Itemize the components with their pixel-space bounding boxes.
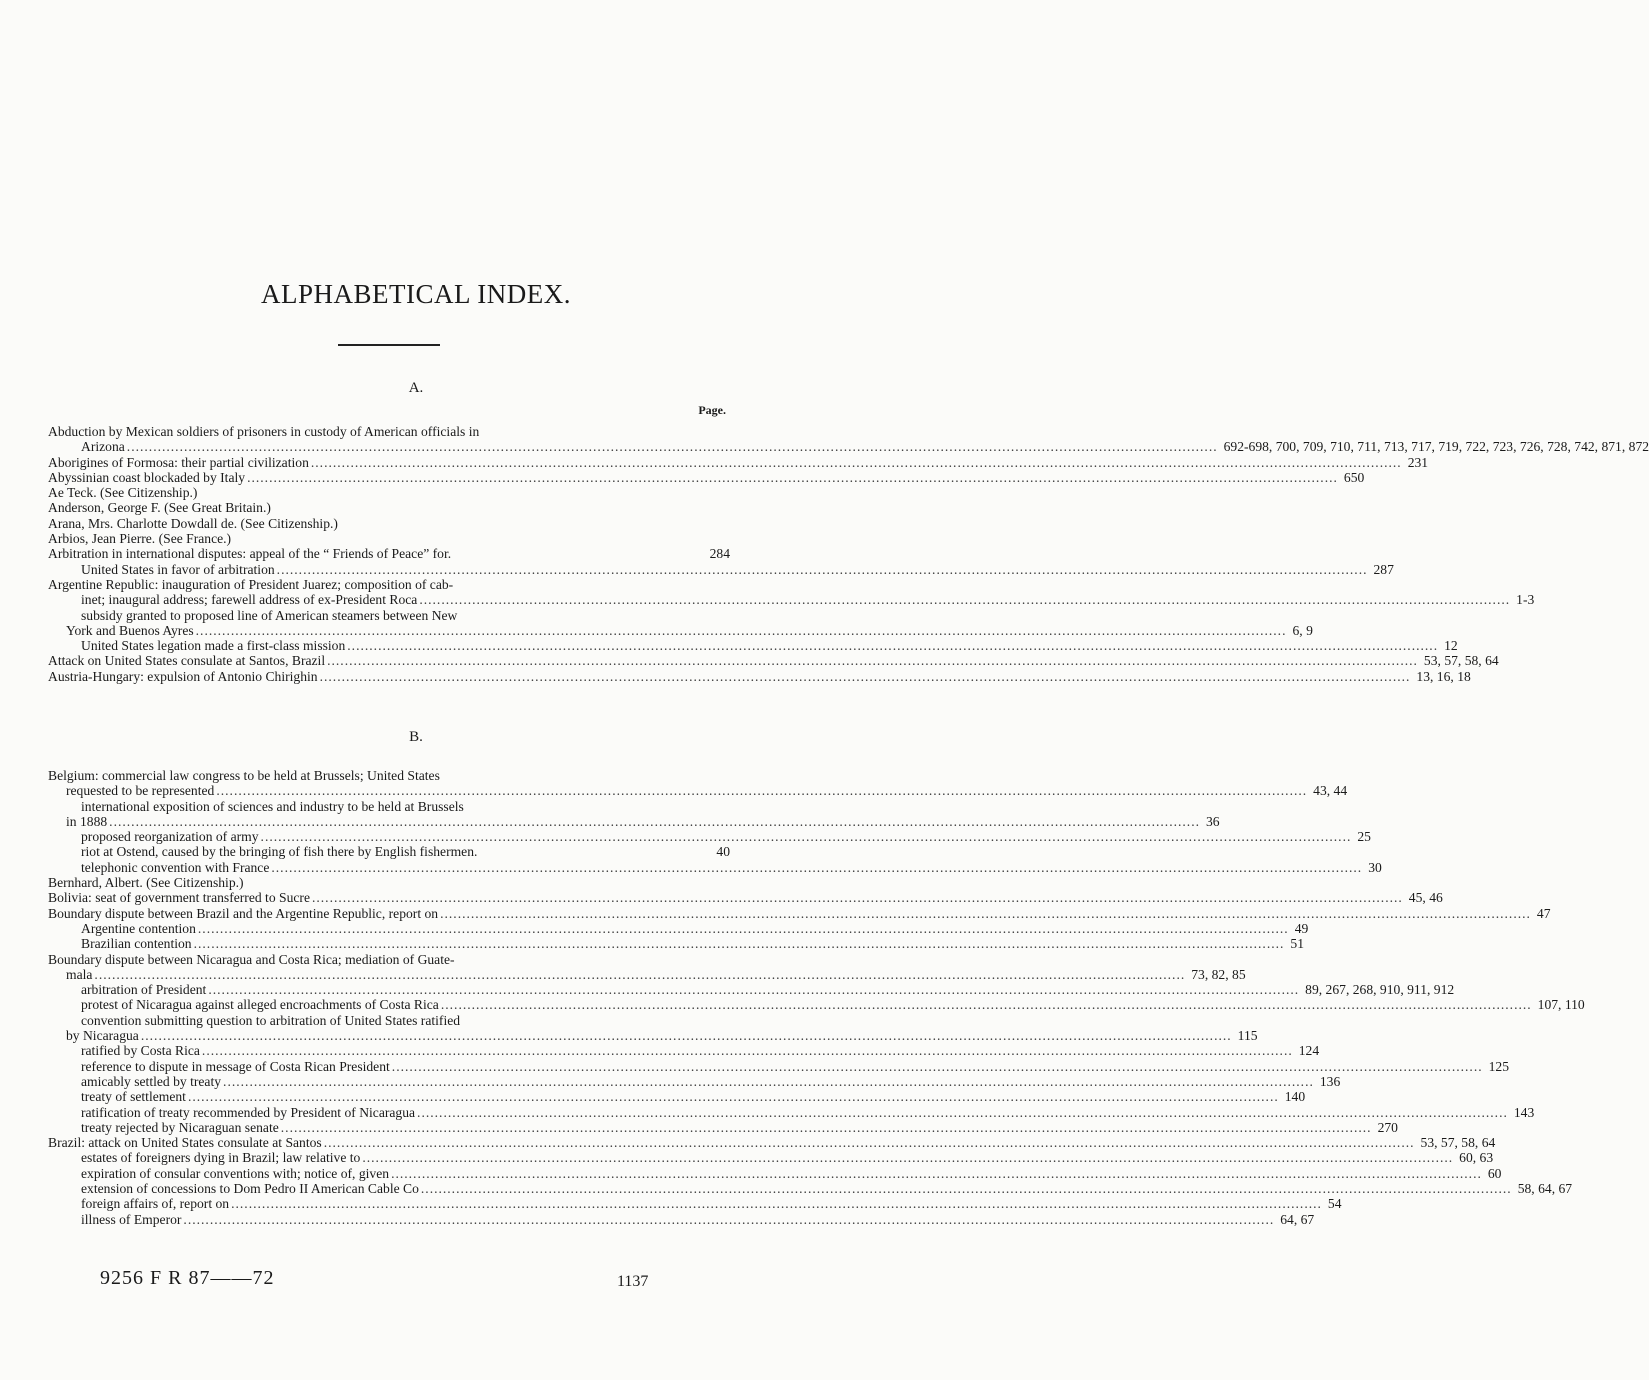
- entry-page-refs: 12: [1444, 638, 1458, 654]
- index-entry: [48, 561, 1394, 577]
- index-entry: [48, 966, 1246, 982]
- entry-page-refs: 13, 16, 18: [1416, 668, 1471, 684]
- entry-page-refs: 143: [1513, 1104, 1535, 1120]
- entry-page-refs: 1-3: [1516, 592, 1535, 608]
- entry-text: extension of concessions to Dom Pedro II American Cable Co: [81, 1181, 419, 1197]
- entry-text: Argentine contention: [81, 920, 196, 936]
- section-a-heading: A.: [408, 380, 424, 396]
- entry-text: estates of foreigners dying in Brazil; law relative to: [81, 1150, 361, 1166]
- entry-text: Arbitration in international disputes: appeal of the “ Friends of Peace” for.: [48, 546, 452, 562]
- index-entry: [48, 516, 730, 531]
- entry-text: Abduction by Mexican soldiers of prisoners in custody of American officials in: [48, 424, 480, 439]
- index-entry: [48, 982, 1455, 998]
- index-entry: [48, 1104, 1535, 1120]
- entry-text: by Nicaragua: [66, 1028, 139, 1044]
- entry-page-refs: 107, 110: [1537, 997, 1585, 1013]
- entry-text: Abyssinian coast blockaded by Italy: [48, 469, 246, 485]
- dot-leader: [127, 439, 1218, 454]
- entry-page-refs: 53, 57, 58, 64: [1420, 1135, 1496, 1151]
- entry-page-refs: 284: [709, 546, 730, 562]
- index-entry: [48, 608, 730, 623]
- entry-text: United States legation made a first-class mission: [81, 638, 346, 654]
- dot-leader: [441, 997, 1532, 1012]
- entry-text: Arbios, Jean Pierre. (See France.): [48, 531, 232, 547]
- entry-page-refs: 43, 44: [1313, 783, 1348, 799]
- entry-text: arbitration of President: [81, 982, 207, 998]
- entry-page-refs: 136: [1319, 1073, 1341, 1089]
- index-entry: [48, 653, 1499, 669]
- index-entry: [48, 1043, 1320, 1059]
- dot-leader: [183, 1212, 1274, 1227]
- entry-text: riot at Ostend, caused by the bringing of fish there by English fishermen.: [81, 844, 478, 860]
- entry-text: foreign affairs of, report on: [81, 1196, 230, 1212]
- entry-page-refs: 30: [1368, 859, 1382, 875]
- dot-leader: [392, 1059, 1483, 1074]
- dot-leader: [223, 1074, 1314, 1089]
- index-entry: [48, 424, 730, 439]
- entry-page-refs: 125: [1488, 1058, 1509, 1074]
- dot-leader: [281, 1120, 1372, 1135]
- entry-page-refs: 270: [1377, 1119, 1398, 1135]
- entry-page-refs: 60, 63: [1459, 1150, 1494, 1166]
- entry-text: international exposition of sciences and industry to be held at Brussels: [81, 798, 464, 814]
- entry-text: ratification of treaty recommended by President of Nicaragua: [81, 1104, 416, 1120]
- entry-text: Brazilian contention: [81, 936, 192, 952]
- index-entry: [48, 997, 1585, 1013]
- entry-text: Anderson, George F. (See Great Britain.): [48, 500, 271, 516]
- dot-leader: [347, 638, 1438, 653]
- section-b-entries: [48, 768, 1585, 1227]
- index-entry: [48, 454, 1429, 470]
- page-column-header: Page.: [698, 403, 726, 417]
- dot-leader: [440, 906, 1531, 921]
- dot-leader: [196, 623, 1287, 638]
- index-entry: [48, 668, 1471, 684]
- entry-page-refs: 140: [1284, 1089, 1306, 1105]
- entry-text: convention submitting question to arbitration of United States ratified: [81, 1012, 461, 1028]
- page-number: 1137: [617, 1273, 649, 1290]
- index-entry: [48, 546, 730, 561]
- entry-text: proposed reorganization of army: [81, 829, 259, 845]
- entry-text: reference to dispute in message of Costa Rican President: [81, 1058, 390, 1074]
- entry-text: subsidy granted to proposed line of American steamers between New: [81, 607, 458, 623]
- index-entry: [48, 485, 730, 500]
- entry-page-refs: 89, 267, 268, 910, 911, 912: [1305, 982, 1455, 998]
- entry-text: treaty of settlement: [81, 1089, 186, 1105]
- entry-text: mala: [66, 966, 93, 982]
- entry-text: Arizona: [81, 439, 125, 455]
- index-entry: [48, 439, 1649, 455]
- dot-leader: [216, 783, 1307, 798]
- entry-text: requested to be represented: [66, 783, 215, 799]
- entry-page-refs: 287: [1373, 561, 1394, 577]
- entry-text: in 1888: [66, 813, 108, 829]
- entry-text: York and Buenos Ayres: [66, 622, 194, 638]
- index-entry: [48, 1089, 1306, 1105]
- entry-text: amicably settled by treaty: [81, 1073, 222, 1089]
- entry-text: protest of Nicaragua against alleged encroachments of Costa Rica: [81, 997, 439, 1013]
- dot-leader: [231, 1196, 1322, 1211]
- index-entry: [48, 469, 1365, 485]
- entry-text: Attack on United States consulate at Santos, Brazil: [48, 653, 326, 669]
- dot-leader: [94, 967, 1185, 982]
- dot-leader: [327, 653, 1418, 668]
- index-entry: [48, 936, 1305, 952]
- dot-leader: [277, 562, 1368, 577]
- entry-page-refs: 58, 64, 67: [1517, 1181, 1573, 1197]
- footer-signature: 9256 F R 87——72: [100, 1267, 275, 1289]
- entry-page-refs: 6, 9: [1292, 622, 1313, 638]
- index-entry: [48, 859, 1382, 875]
- dot-leader: [109, 814, 1200, 829]
- entry-text: Aborigines of Formosa: their partial civilization: [48, 454, 309, 470]
- entry-page-refs: 25: [1357, 829, 1371, 845]
- entry-text: Austria-Hungary: expulsion of Antonio Chirighin: [48, 668, 318, 684]
- dot-leader: [247, 470, 1338, 485]
- dot-leader: [391, 1166, 1482, 1181]
- index-entry: [48, 1196, 1342, 1212]
- index-entry: [48, 622, 1313, 638]
- entry-page-refs: 60: [1487, 1165, 1502, 1181]
- dot-leader: [417, 1105, 1508, 1120]
- entry-text: Ae Teck. (See Citizenship.): [48, 485, 198, 501]
- index-entry: [48, 799, 730, 814]
- index-entry: [48, 829, 1371, 845]
- index-entry: [48, 1165, 1502, 1181]
- index-entry: [48, 592, 1535, 608]
- index-entry: [48, 875, 730, 890]
- index-entry: [48, 500, 730, 515]
- dot-leader: [141, 1028, 1232, 1043]
- dot-leader: [362, 1150, 1453, 1165]
- entry-page-refs: 53, 57, 58, 64: [1423, 653, 1499, 669]
- dot-leader: [419, 592, 1510, 607]
- entry-page-refs: 73, 82, 85: [1191, 966, 1246, 982]
- dot-leader: [188, 1089, 1279, 1104]
- index-entry: [48, 577, 730, 592]
- index-entry: [48, 1181, 1573, 1197]
- entry-text: Bernhard, Albert. (See Citizenship.): [48, 875, 244, 891]
- entry-page-refs: 47: [1536, 905, 1551, 921]
- entry-text: Brazil: attack on United States consulate at Santos: [48, 1135, 322, 1151]
- entry-page-refs: 231: [1407, 454, 1429, 470]
- index-entry: [48, 890, 1443, 906]
- index-entry: [48, 1119, 1398, 1135]
- entry-page-refs: 45, 46: [1408, 890, 1443, 906]
- entry-text: Boundary dispute between Brazil and the Argentine Republic, report on: [48, 905, 439, 921]
- index-entry: [48, 783, 1348, 799]
- entry-page-refs: 64, 67: [1280, 1211, 1315, 1227]
- index-entry: [48, 1058, 1509, 1074]
- section-b-heading: B.: [409, 729, 423, 745]
- entry-text: inet; inaugural address; farewell address of ex-President Roca: [81, 592, 418, 608]
- index-entry: [48, 952, 730, 967]
- dot-leader: [271, 860, 1362, 875]
- dot-leader: [421, 1181, 1512, 1196]
- dot-leader: [202, 1043, 1293, 1058]
- dot-leader: [311, 455, 1402, 470]
- entry-text: telephonic convention with France: [81, 859, 270, 875]
- entry-text: ratified by Costa Rica: [81, 1043, 200, 1059]
- index-entry: [48, 1028, 1258, 1044]
- dot-leader: [324, 1135, 1415, 1150]
- entry-text: illness of Emperor: [81, 1211, 182, 1227]
- title-rule: [338, 344, 440, 346]
- dot-leader: [194, 936, 1285, 951]
- dot-leader: [208, 982, 1299, 997]
- dot-leader: [261, 829, 1352, 844]
- index-entry: [48, 531, 730, 546]
- entry-page-refs: 692-698, 700, 709, 710, 711, 713, 717, 719, 722, 723, 726, 728, 742, 871, 872: [1223, 439, 1649, 455]
- index-entry: [48, 1211, 1315, 1227]
- index-entry: [48, 1073, 1341, 1089]
- index-entry: [48, 1135, 1496, 1151]
- index-entry: [48, 1150, 1494, 1166]
- entry-page-refs: 36: [1205, 813, 1220, 829]
- index-entry: [48, 813, 1220, 829]
- entry-page-refs: 54: [1327, 1196, 1342, 1212]
- entry-page-refs: 115: [1237, 1028, 1258, 1044]
- entry-page-refs: 51: [1290, 936, 1305, 952]
- entry-text: expiration of consular conventions with; notice of, given: [81, 1165, 390, 1181]
- entry-page-refs: 650: [1343, 469, 1365, 485]
- entry-text: treaty rejected by Nicaraguan senate: [81, 1119, 279, 1135]
- index-entry: [48, 1013, 730, 1028]
- entry-text: Boundary dispute between Nicaragua and Costa Rica; mediation of Guate-: [48, 951, 455, 967]
- entry-text: Arana, Mrs. Charlotte Dowdall de. (See Citizenship.): [48, 515, 338, 531]
- dot-leader: [320, 669, 1411, 684]
- index-entry: [48, 638, 1458, 654]
- section-a-entries: [48, 424, 1649, 684]
- entry-text: Bolivia: seat of government transferred to Sucre: [48, 890, 310, 906]
- entry-text: Argentine Republic: inauguration of President Juarez; composition of cab-: [48, 576, 454, 592]
- index-entry: [48, 920, 1309, 936]
- index-entry: [48, 768, 730, 783]
- index-entry: [48, 905, 1551, 921]
- entry-page-refs: 49: [1294, 920, 1309, 936]
- entry-page-refs: 124: [1298, 1043, 1320, 1059]
- dot-leader: [198, 921, 1289, 936]
- entry-page-refs: 40: [716, 844, 730, 860]
- entry-text: Belgium: commercial law congress to be held at Brussels; United States: [48, 768, 440, 783]
- page-title: ALPHABETICAL INDEX.: [261, 279, 571, 309]
- index-entry: [48, 844, 730, 859]
- dot-leader: [312, 890, 1403, 905]
- entry-text: United States in favor of arbitration: [81, 561, 275, 577]
